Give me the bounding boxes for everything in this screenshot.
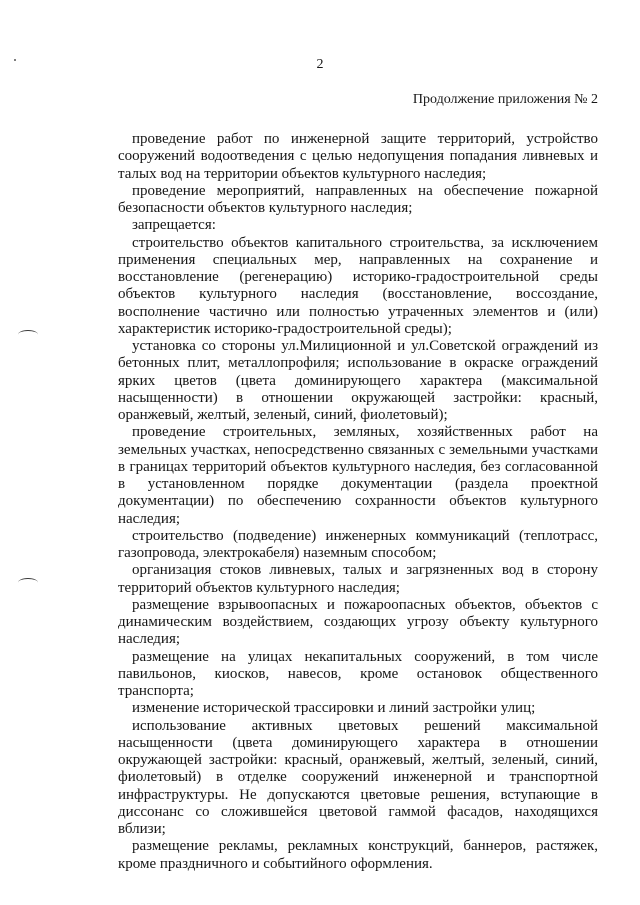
paragraph: строительство объектов капитального строительства, за исключением применения специальных мер, направленных на сохранение и восстановление (регенерацию) историко-градостроительной среды объектов культурного наследия (восстановление, воссоздание, восполнение частично или полностью утраченных элементов и (или) характеристик историко-градостроительной среды); <box>118 234 598 337</box>
paragraph: установка со стороны ул.Милиционной и ул.Советской ограждений из бетонных плит, металлопрофиля; использование в окраске ограждений ярких цветов (цвета доминирующего характера (максимальной насыщенности) в отношении окружающей застройки: красный, оранжевый, желтый, зеленый, синий, фиолетовый); <box>118 338 598 423</box>
paragraph: изменение исторической трассировки и линий застройки улиц; <box>132 700 536 717</box>
page-number: 2 <box>316 57 324 72</box>
document-body <box>118 131 598 873</box>
appendix-continuation-note: Продолжение приложения № 2 <box>412 92 598 107</box>
paragraph: строительство (подведение) инженерных коммуникаций (теплотрасс, газопровода, электрокабеля) наземным способом; <box>118 527 598 561</box>
paragraph: размещение рекламы, рекламных конструкций, баннеров, растяжек, кроме праздничного и событийного оформления. <box>118 838 598 872</box>
paragraph: размещение на улицах некапитальных сооружений, в том числе павильонов, киосков, навесов, кроме остановок общественного транспорта; <box>118 648 598 699</box>
paragraph: запрещается: <box>132 217 216 234</box>
paragraph: размещение взрывоопасных и пожароопасных объектов, объектов с динамическим воздействием, создающих угрозу объекту культурного наследия; <box>118 596 598 648</box>
paragraph: организация стоков ливневых, талых и загрязненных вод в сторону территорий объектов культурного наследия; <box>118 562 598 596</box>
paragraph: проведение работ по инженерной защите территорий, устройство сооружений водоотведения с целью недопущения попадания ливневых и талых вод на территории объектов культурного наследия; <box>118 131 598 182</box>
paragraph: проведение строительных, земляных, хозяйственных работ на земельных участках, непосредственно связанных с земельными участками в границах территорий объектов культурного наследия, без согласованной в установленном порядке документации (раздела проектной документации) по обеспечению сохранности объектов культурного наследия; <box>118 424 598 527</box>
paragraph: проведение мероприятий, направленных на обеспечение пожарной безопасности объектов культурного наследия; <box>118 182 598 216</box>
paragraph: использование активных цветовых решений максимальной насыщенности (цвета доминирующего характера в отношении окружающей застройки: красный, оранжевый, желтый, зеленый, синий, фиолетовый) в отделке сооружений инженерной и транспортной инфраструктуры. Не допускаются цветовые решения, вступающие в диссонанс со сложившейся цветовой гаммой фасадов, находящихся вблизи; <box>118 717 598 837</box>
binder-hole-mark <box>18 330 38 339</box>
binder-hole-mark <box>18 578 38 587</box>
